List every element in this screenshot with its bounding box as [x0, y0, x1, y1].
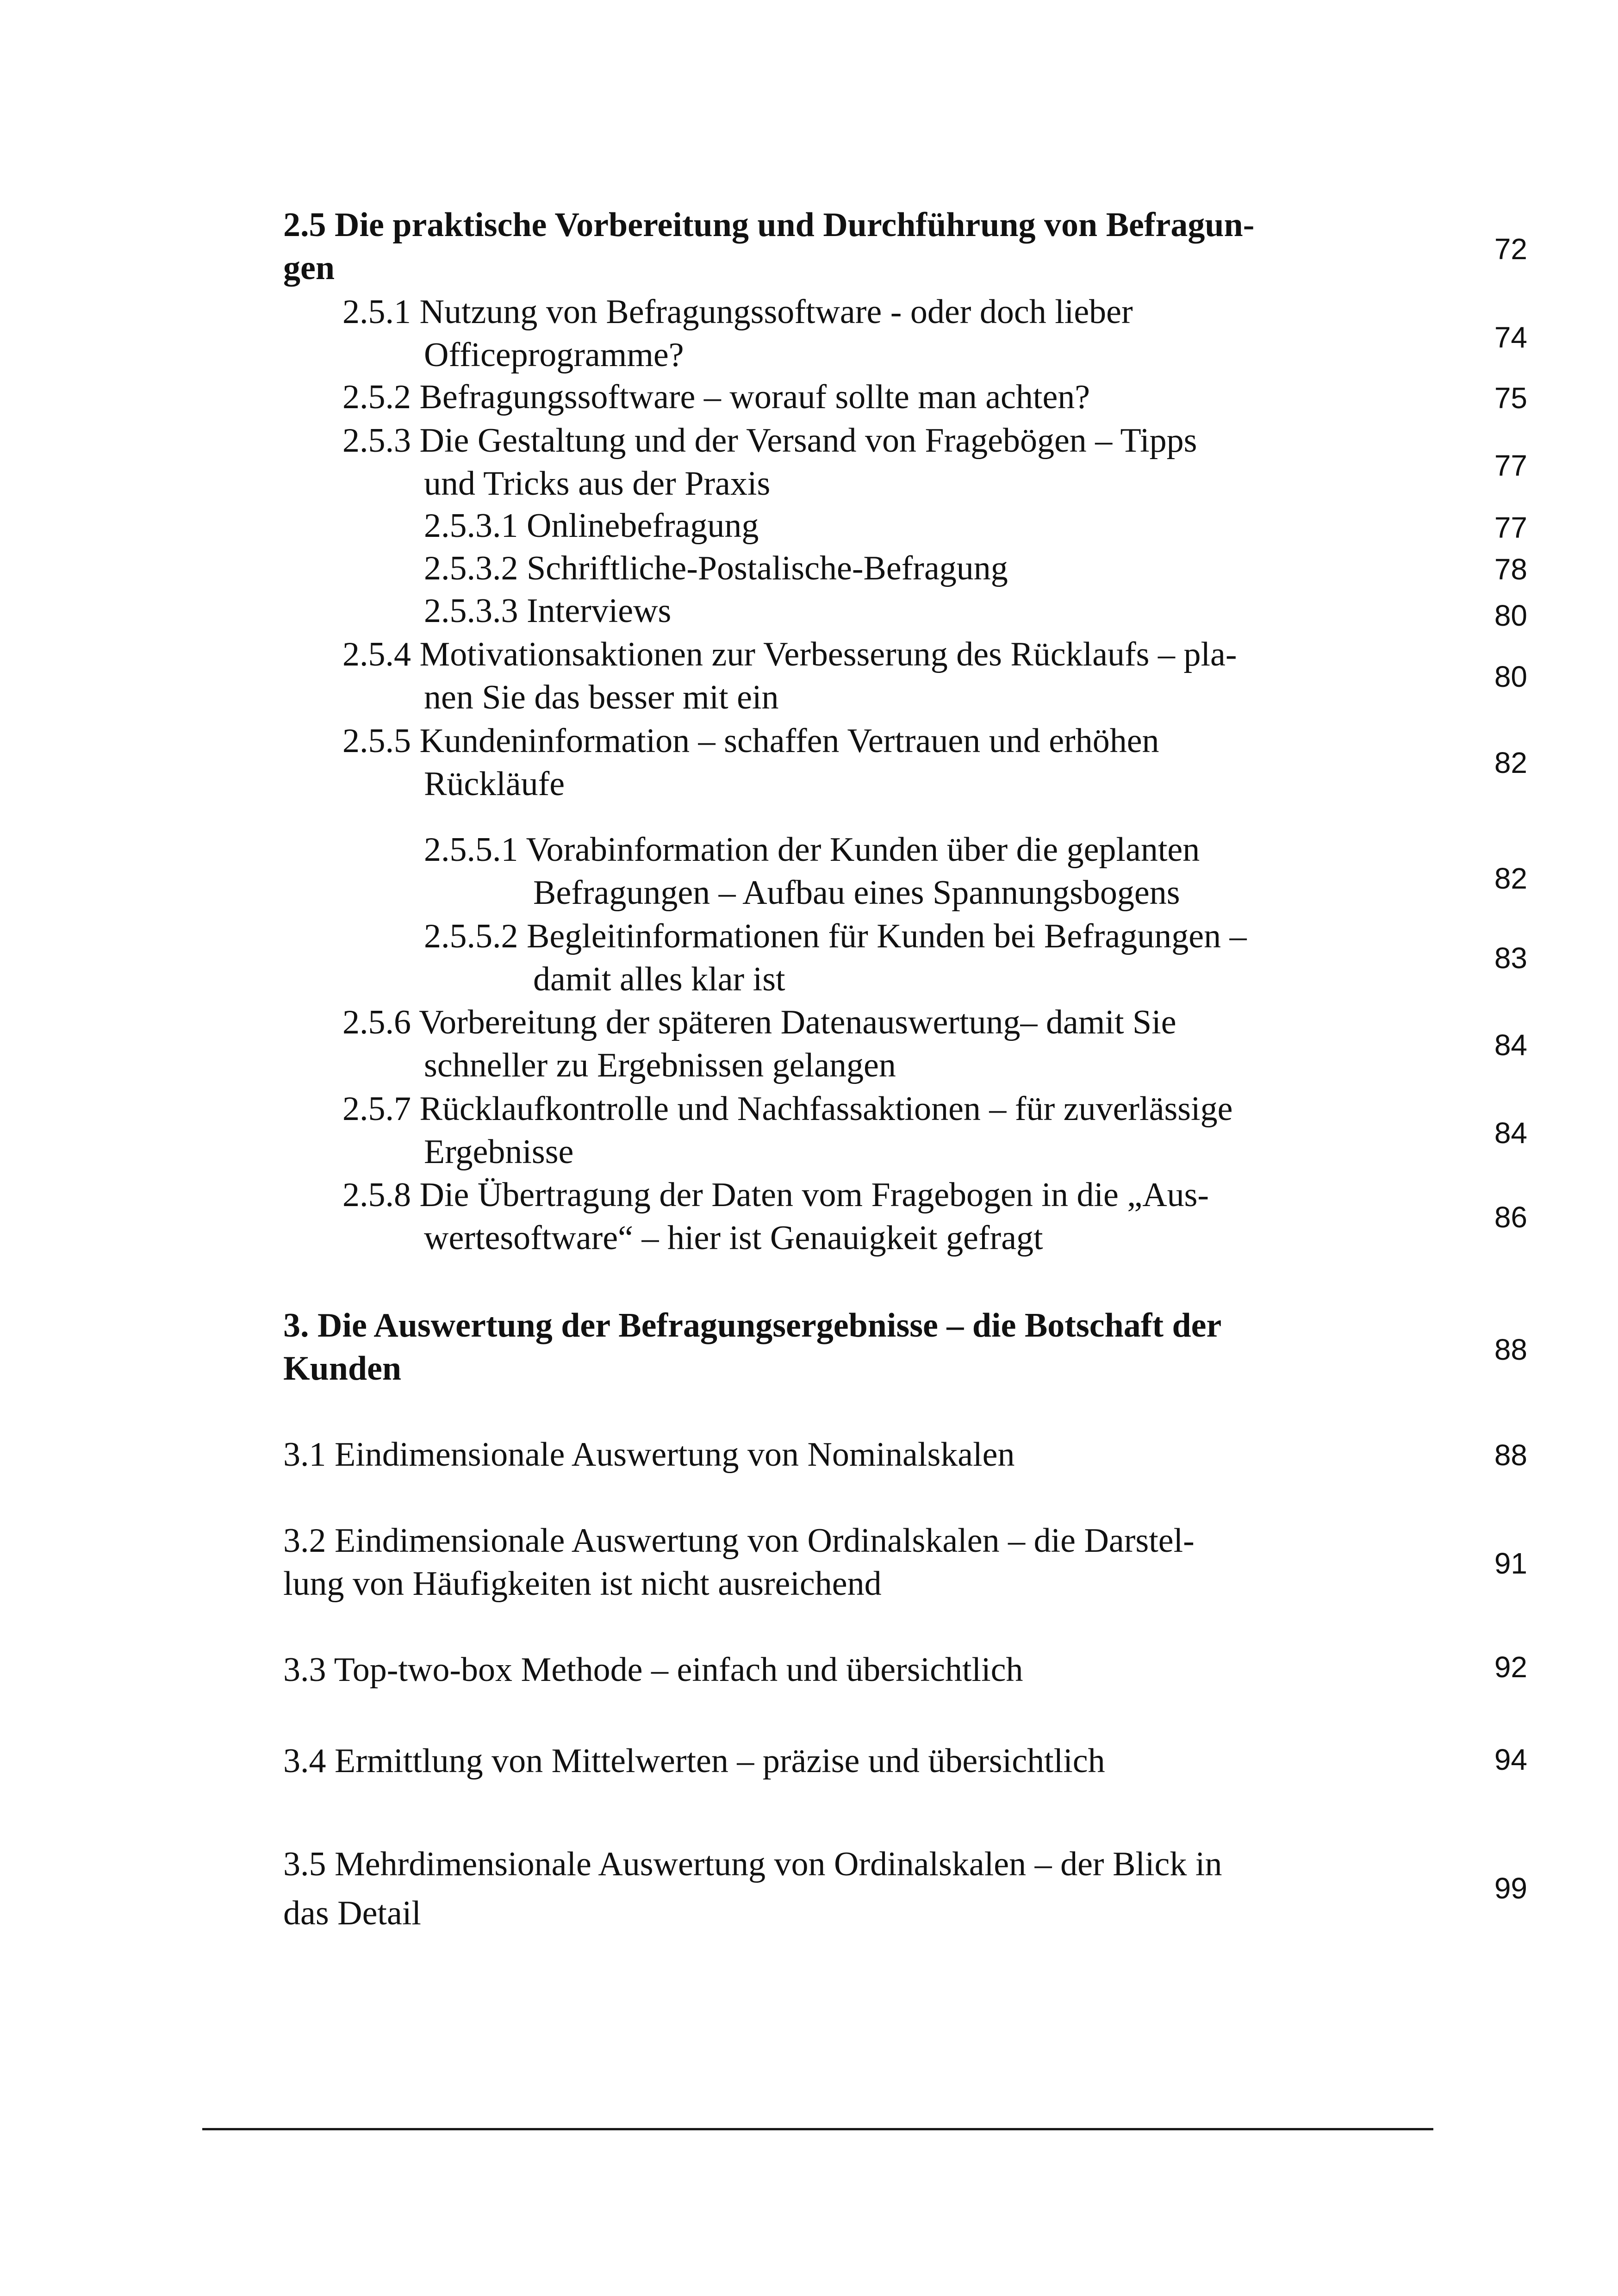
toc-page-number: 99 — [1494, 1872, 1527, 1905]
toc-entry-title: 2.5.5 Kundeninformation – schaffen Vertrauen und erhöhen Rückläufe — [342, 722, 1159, 803]
toc-entry-title: 2.5.5.1 Vorabinformation der Kunden über die geplanten Befragungen – Aufbau eines Spannungsbogens — [424, 831, 1200, 912]
toc-entry-title: 2.5.3.3 Interviews — [424, 592, 672, 630]
toc-page-number: 88 — [1494, 1333, 1527, 1366]
toc-entry-title: 3.5 Mehrdimensionale Auswertung von Ordinalskalen – der Blick in das Detail — [283, 1845, 1222, 1932]
footer-rule — [202, 2128, 1433, 2130]
toc-page-number: 88 — [1494, 1438, 1527, 1472]
toc-page-number: 86 — [1494, 1201, 1527, 1234]
toc-page-number: 77 — [1494, 449, 1527, 482]
toc-entry-title: 3.1 Eindimensionale Auswertung von Nominalskalen — [283, 1436, 1015, 1474]
toc-page-number: 75 — [1494, 381, 1527, 415]
toc-entry-title: 2.5.1 Nutzung von Befragungssoftware - oder doch lieber Officeprogramme? — [342, 293, 1133, 374]
toc-entry-title: 2.5.5.2 Begleitinformationen für Kunden bei Befragungen – damit alles klar ist — [424, 917, 1247, 998]
toc-page-number: 84 — [1494, 1028, 1527, 1062]
toc-page-number: 92 — [1494, 1650, 1527, 1684]
toc-entry-title: 2.5.3.2 Schriftliche-Postalische-Befragung — [424, 549, 1008, 587]
toc-page-number: 82 — [1494, 862, 1527, 895]
toc-page-number: 80 — [1494, 599, 1527, 632]
toc-page-number: 74 — [1494, 321, 1527, 354]
toc-entry-title: 2.5.6 Vorbereitung der späteren Datenauswertung– damit Sie schneller zu Ergebnissen gelangen — [342, 1003, 1176, 1084]
toc-page-number: 83 — [1494, 941, 1527, 975]
toc-page-number: 94 — [1494, 1743, 1527, 1776]
toc-page-number: 78 — [1494, 553, 1527, 586]
toc-page-number: 82 — [1494, 746, 1527, 779]
toc-entry-title: 2.5.7 Rücklaufkontrolle und Nachfassaktionen – für zuverlässige Ergebnisse — [342, 1090, 1233, 1171]
toc-page-number: 72 — [1494, 232, 1527, 266]
toc-entry-title: 2.5.3.1 Onlinebefragung — [424, 507, 759, 545]
toc-entry-title: 3.3 Top-two-box Methode – einfach und übersichtlich — [283, 1651, 1023, 1689]
toc-entry-title: 2.5 Die praktische Vorbereitung und Durchführung von Befragun- gen — [283, 206, 1255, 287]
toc-page-number: 80 — [1494, 660, 1527, 693]
toc-page-number: 77 — [1494, 511, 1527, 544]
toc-entry-title: 3.2 Eindimensionale Auswertung von Ordinalskalen – die Darstel- lung von Häufigkeiten ist nicht ausreichend — [283, 1522, 1195, 1603]
toc-entry-title: 3. Die Auswertung der Befragungsergebnisse – die Botschaft der Kunden — [283, 1307, 1222, 1388]
toc-page-number: 84 — [1494, 1116, 1527, 1150]
toc-entry-title: 3.4 Ermittlung von Mittelwerten – präzise und übersichtlich — [283, 1742, 1105, 1780]
toc-entry-title: 2.5.3 Die Gestaltung und der Versand von Fragebögen – Tipps und Tricks aus der Praxis — [342, 422, 1197, 503]
toc-entry-title: 2.5.8 Die Übertragung der Daten vom Fragebogen in die „Aus- wertesoftware“ – hier ist Genauigkeit gefragt — [342, 1176, 1209, 1257]
toc-page-number: 91 — [1494, 1547, 1527, 1580]
toc-entry-title: 2.5.2 Befragungssoftware – worauf sollte man achten? — [342, 378, 1090, 416]
toc-entry-title: 2.5.4 Motivationsaktionen zur Verbesserung des Rücklaufs – pla- nen Sie das besser mit ein — [342, 635, 1237, 716]
